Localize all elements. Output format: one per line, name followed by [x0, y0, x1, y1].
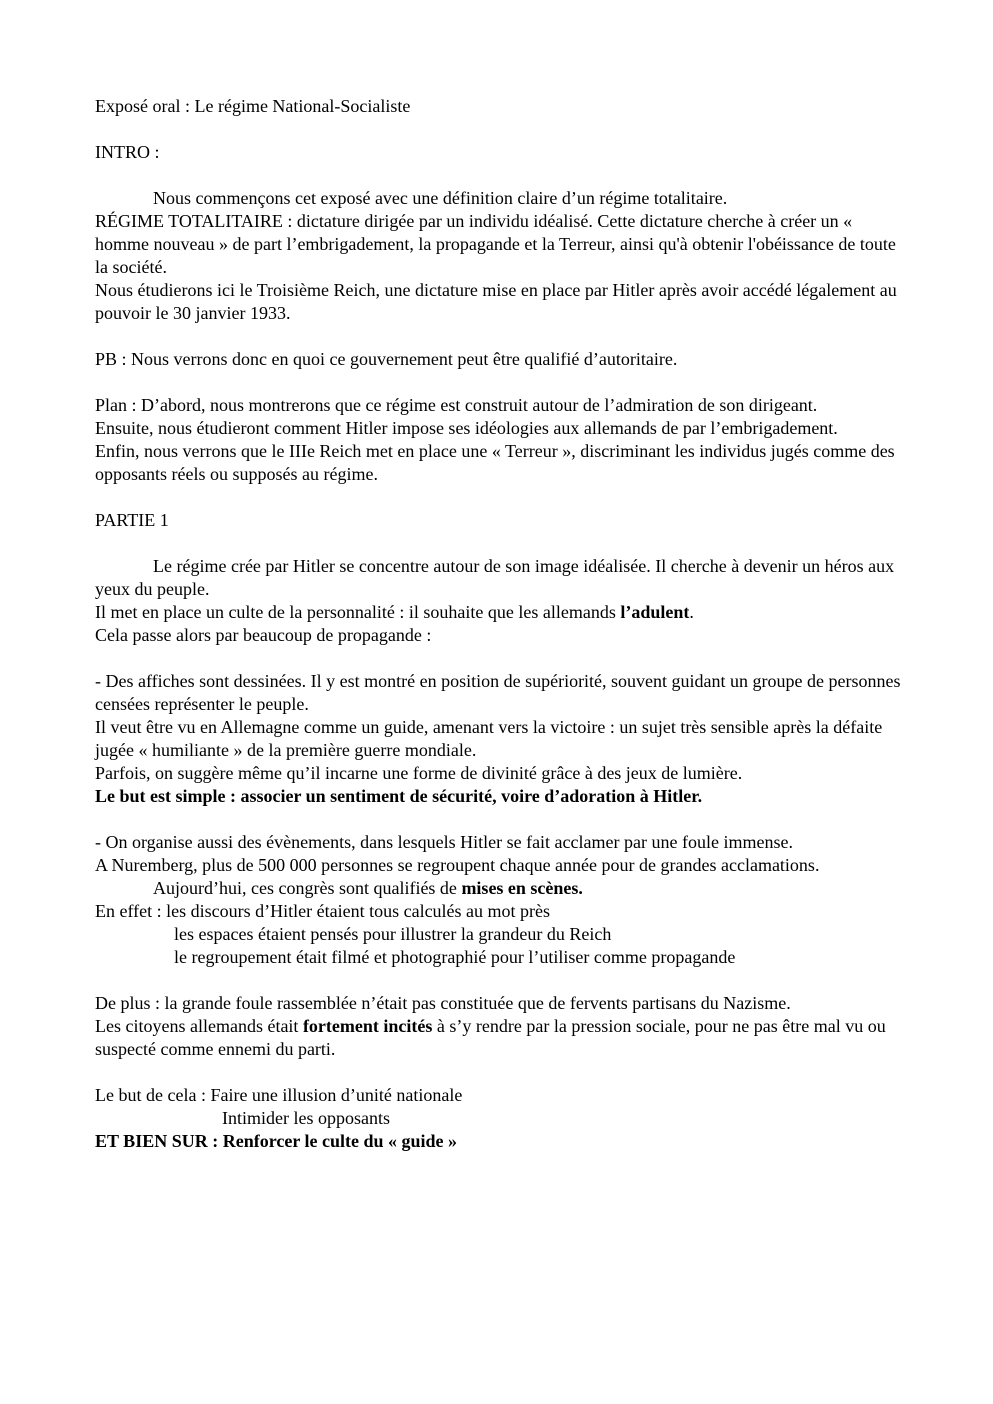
deplus-paragraph-2: [95, 1015, 905, 1061]
culte-bold-text: l’adulent: [620, 602, 690, 622]
intro-heading: INTRO :: [95, 142, 160, 162]
deplus-paragraph-1: De plus : la grande foule rassemblée n’était pas constituée que de fervents partisans du Nazisme.: [95, 993, 791, 1013]
intro-definition: RÉGIME TOTALITAIRE : dictature dirigée par un individu idéalisé. Cette dictature cherche à créer un « homme nouveau » de part l’embrigadement, la propagande et la Terreur, ainsi qu'à obtenir l'obéissance de toute la société.: [95, 211, 896, 277]
culte-text: Il met en place un culte de la personnalité : il souhaite que les allemands: [95, 602, 621, 622]
plan-line-3: Enfin, nous verrons que le IIIe Reich met en place une « Terreur », discriminant les individus jugés comme des opposants réels ou supposés au régime.: [95, 441, 895, 484]
deplus-bold-text: fortement incités: [302, 1016, 433, 1036]
partie-1-heading: PARTIE 1: [95, 510, 169, 530]
but-line-2: Intimider les opposants: [222, 1108, 390, 1128]
partie-1-intro: Le régime crée par Hitler se concentre autour de son image idéalisée. Il cherche à devenir un héros aux yeux du peuple.: [95, 556, 895, 599]
document-body: [95, 95, 905, 1153]
but-line-1: Le but de cela : Faire une illusion d’unité nationale: [95, 1085, 463, 1105]
effet-line-2: les espaces étaient pensés pour illustrer la grandeur du Reich: [174, 924, 612, 944]
plan-line-1: Plan : D’abord, nous montrerons que ce régime est construit autour de l’admiration de son dirigeant.: [95, 395, 818, 415]
affiches-paragraph-1: - Des affiches sont dessinées. Il y est montré en position de supériorité, souvent guidant un groupe de personnes censées représenter le peuple.: [95, 671, 901, 714]
but-line-3: ET BIEN SUR : Renforcer le culte du « guide »: [95, 1131, 458, 1151]
intro-paragraph-1: Nous commençons cet exposé avec une définition claire d’un régime totalitaire.: [153, 188, 728, 208]
deplus-text: Les citoyens allemands était: [95, 1016, 303, 1036]
congres-paragraph: [95, 877, 905, 900]
deplus-end-text: à s’y rendre par la pression sociale, pour ne pas être mal vu ou suspecté comme ennemi du parti.: [95, 1016, 886, 1059]
effet-line-1: En effet : les discours d’Hitler étaient tous calculés au mot près: [95, 901, 551, 921]
problematique: PB : Nous verrons donc en quoi ce gouvernement peut être qualifié d’autoritaire.: [95, 349, 678, 369]
evenements-paragraph-1: - On organise aussi des évènements, dans lesquels Hitler se fait acclamer par une foule immense.: [95, 832, 793, 852]
evenements-paragraph-2: A Nuremberg, plus de 500 000 personnes se regroupent chaque année pour de grandes acclamations.: [95, 855, 820, 875]
plan-line-2: Ensuite, nous étudieront comment Hitler impose ses idéologies aux allemands de par l’embrigadement.: [95, 418, 838, 438]
affiches-paragraph-2: Il veut être vu en Allemagne comme un guide, amenant vers la victoire : un sujet très sensible après la défaite jugée « humiliante » de la première guerre mondiale.: [95, 717, 883, 760]
congres-text: Aujourd’hui, ces congrès sont qualifiés de: [153, 878, 462, 898]
effet-line-3: le regroupement était filmé et photographié pour l’utiliser comme propagande: [174, 947, 736, 967]
propagande-line: Cela passe alors par beaucoup de propagande :: [95, 625, 432, 645]
effet-list: [95, 900, 905, 969]
intro-paragraph-3: Nous étudierons ici le Troisième Reich, une dictature mise en place par Hitler après avoir accédé légalement au pouvoir le 30 janvier 1933.: [95, 280, 897, 323]
but-list: [95, 1084, 905, 1153]
affiches-but: Le but est simple : associer un sentiment de sécurité, voire d’adoration à Hitler.: [95, 786, 703, 806]
congres-bold-text: mises en scènes.: [461, 878, 583, 898]
affiches-paragraph-3: Parfois, on suggère même qu’il incarne une forme de divinité grâce à des jeux de lumière.: [95, 763, 743, 783]
culte-paragraph: [95, 601, 905, 624]
document-title: Exposé oral : Le régime National-Socialiste: [95, 96, 411, 116]
culte-end-text: .: [689, 602, 694, 622]
